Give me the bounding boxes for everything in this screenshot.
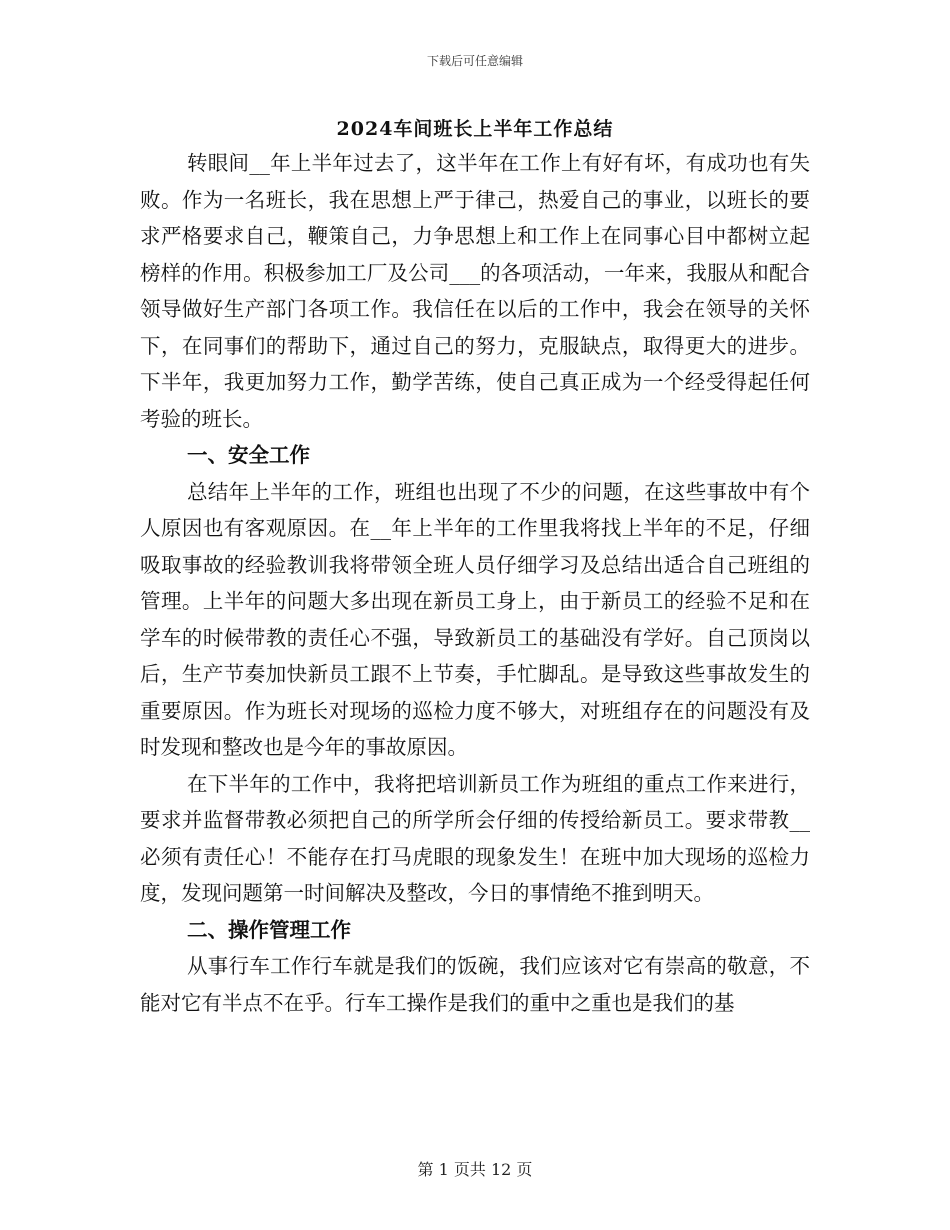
header-note: 下载后可任意编辑 [426, 54, 523, 68]
safety-paragraph-2: 在下半年的工作中，我将把培训新员工作为班组的重点工作来进行，要求并监督带教必须把自己的所学所会仔细的传授给新员工。要求带教__必须有责任心！不能存在打马虎眼的现象发生！在班中加大现场的巡检力度，发现问题第一时间解决及整改，今日的事情绝不推到明天。 [140, 771, 810, 905]
document-body [140, 145, 810, 1021]
page-footer: 第 1 页共 12 页 [417, 1160, 533, 1179]
section-heading-operation: 二、操作管理工作 [187, 917, 351, 942]
safety-paragraph-1: 总结年上半年的工作，班组也出现了不少的问题，在这些事故中有个人原因也有客观原因。在__年上半年的工作里我将找上半年的不足，仔细吸取事故的经验教训我将带领全班人员仔细学习及总结出适合自己班组的管理。上半年的问题大多出现在新员工身上，由于新员工的经验不足和在学车的时候带教的责任心不强，导致新员工的基础没有学好。自己顶岗以后，生产节奏加快新员工跟不上节奏，手忙脚乱。是导致这些事故发生的重要原因。作为班长对现场的巡检力度不够大，对班组存在的问题没有及时发现和整改也是今年的事故原因。 [140, 479, 810, 759]
intro-paragraph: 转眼间__年上半年过去了，这半年在工作上有好有坏，有成功也有失败。作为一名班长，我在思想上严于律己，热爱自己的事业，以班长的要求严格要求自己，鞭策自己，力争思想上和工作上在同事心目中都树立起榜样的作用。积极参加工厂及公司___的各项活动，一年来，我服从和配合领导做好生产部门各项工作。我信任在以后的工作中，我会在领导的关怀下，在同事们的帮助下，通过自己的努力，克服缺点，取得更大的进步。下半年，我更加努力工作，勤学苦练，使自己真正成为一个经受得起任何考验的班长。 [140, 151, 810, 431]
operation-paragraph-1: 从事行车工作行车就是我们的饭碗，我们应该对它有崇高的敬意，不能对它有半点不在乎。行车工操作是我们的重中之重也是我们的基 [140, 954, 810, 1015]
section-heading-safety: 一、安全工作 [187, 443, 310, 467]
document-title: 2024车间班长上半年工作总结 [336, 118, 614, 140]
